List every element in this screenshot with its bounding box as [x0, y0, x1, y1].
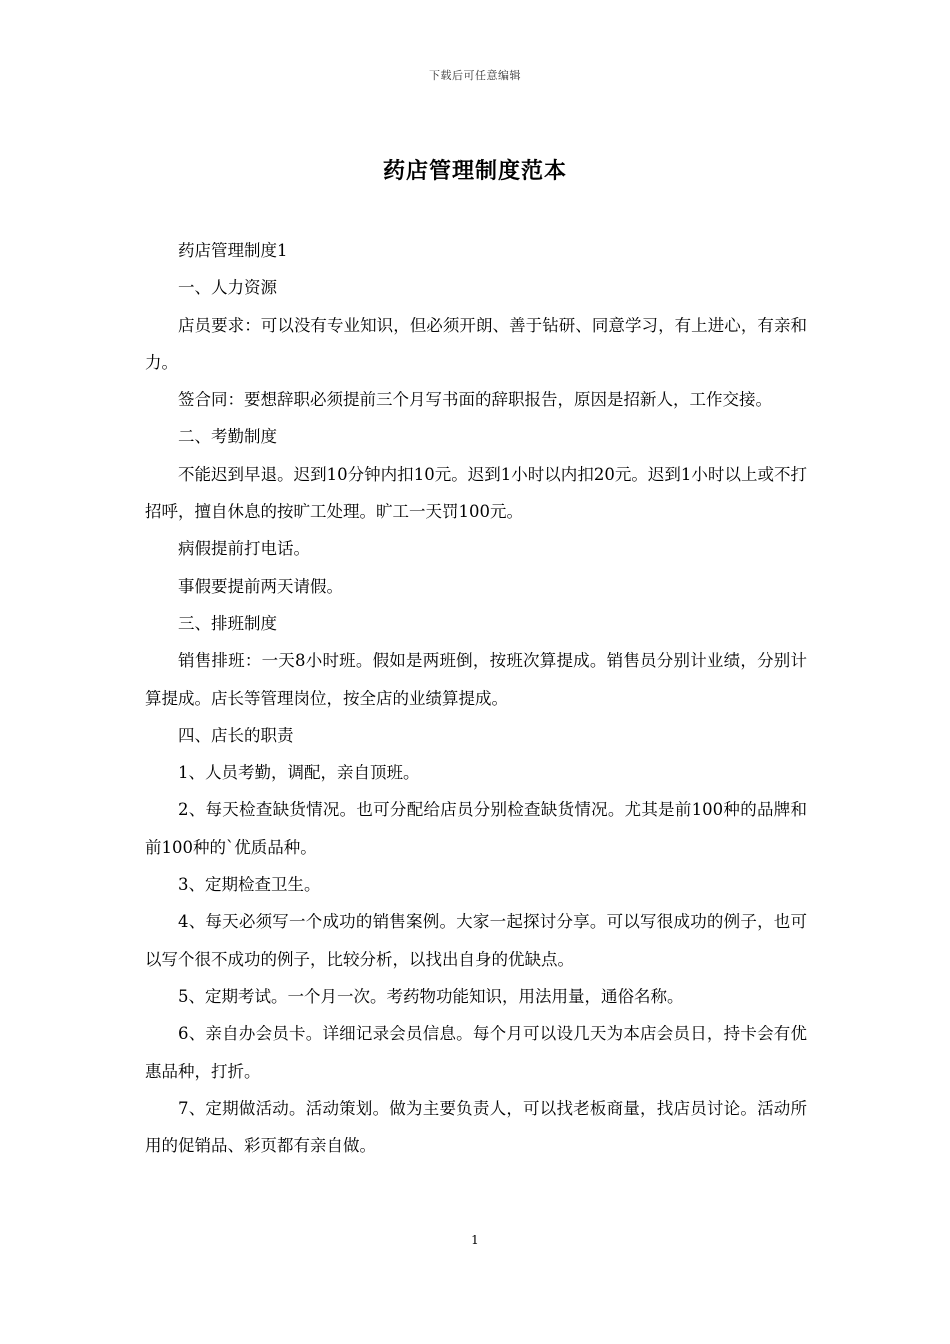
- page-number: 1: [471, 1233, 479, 1247]
- list-item-duty-7: 7、定期做活动。活动策划。做为主要负责人，可以找老板商量，找店员讨论。活动所用的促销品、彩页都有亲自做。: [145, 1098, 807, 1156]
- document-title: 药店管理制度范本: [382, 158, 567, 184]
- document-body: [145, 232, 807, 1164]
- paragraph-staff-requirements: 店员要求：可以没有专业知识，但必须开朗、善于钻研、同意学习，有上进心，有亲和力。: [145, 315, 807, 372]
- list-item-duty-1: 1、人员考勤，调配，亲自顶班。: [178, 763, 420, 783]
- list-item-duty-3: 3、定期检查卫生。: [178, 875, 321, 895]
- list-item-duty-2: 2、每天检查缺货情况。也可分配给店员分别检查缺货情况。尤其是前100种的品牌和前100种的`优质品种。: [145, 800, 807, 857]
- list-item-duty-5: 5、定期考试。一个月一次。考药物功能知识，用法用量，通俗名称。: [178, 986, 684, 1006]
- paragraph-lateness: 不能迟到早退。迟到10分钟内扣10元。迟到1小时以内扣20元。迟到1小时以上或不打招呼，擅自休息的按旷工处理。旷工一天罚100元。: [145, 464, 807, 522]
- paragraph-sick-leave: 病假提前打电话。: [178, 539, 310, 559]
- section-heading-hr: 一、人力资源: [178, 278, 277, 298]
- paragraph-sales-shifts: 销售排班：一天8小时班。假如是两班倒，按班次算提成。销售员分别计业绩，分别计算提成。店长等管理岗位，按全店的业绩算提成。: [145, 651, 807, 708]
- paragraph-personal-leave: 事假要提前两天请假。: [178, 576, 343, 596]
- section-heading-scheduling: 三、排班制度: [178, 613, 277, 633]
- header-note: 下载后可任意编辑: [429, 69, 521, 82]
- section-heading-manager-duties: 四、店长的职责: [178, 725, 294, 745]
- section-heading-1: 药店管理制度1: [178, 241, 288, 260]
- paragraph-contract: 签合同：要想辞职必须提前三个月写书面的辞职报告，原因是招新人，工作交接。: [178, 390, 772, 410]
- section-heading-attendance: 二、考勤制度: [178, 427, 277, 447]
- list-item-duty-4: 4、每天必须写一个成功的销售案例。大家一起探讨分享。可以写很成功的例子，也可以写个很不成功的例子，比较分析，以找出自身的优缺点。: [145, 912, 807, 969]
- list-item-duty-6: 6、亲自办会员卡。详细记录会员信息。每个月可以设几天为本店会员日，持卡会有优惠品种，打折。: [145, 1024, 807, 1081]
